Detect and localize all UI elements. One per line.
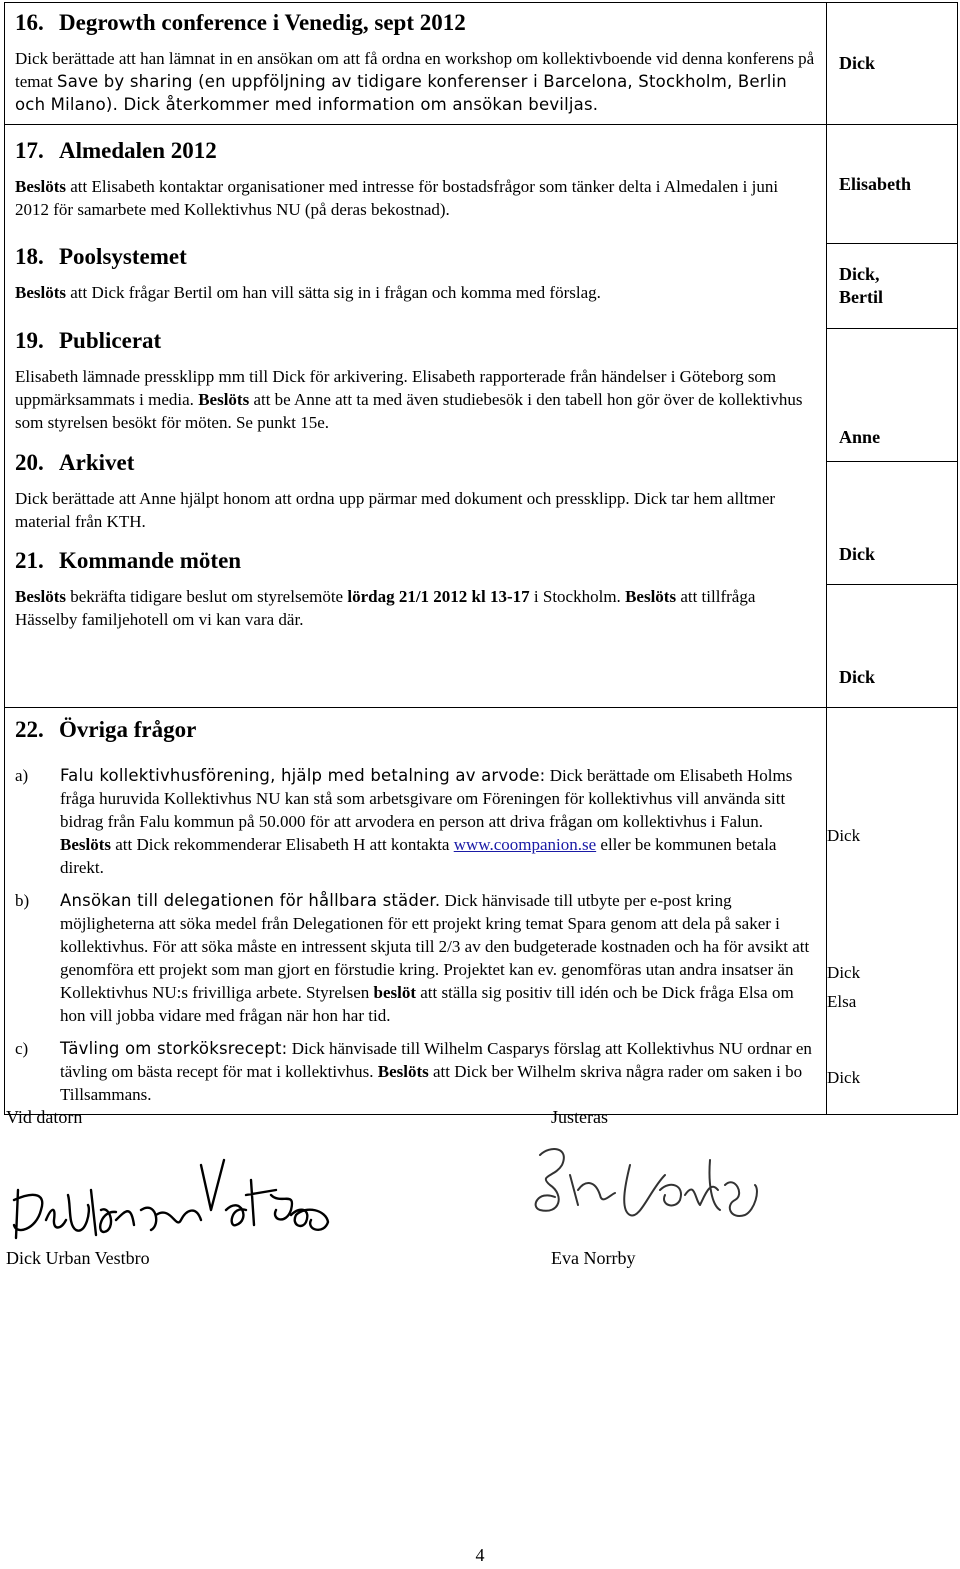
signature-left-name: Dick Urban Vestbro [6,1248,150,1268]
section-text: Dick berättade att han lämnat in en ansökan om att få ordna en workshop om kollektivboende vid denna konferens på temat Save by sharing (en uppföljning av tidigare konferenser i Barcelona, Stockholm, Berlin och Milano). Dick återkommer med information om ansökan beviljas. [15,49,815,114]
section-18 [5,239,826,323]
section-heading: 21. Kommande möten [15,548,242,573]
item-c: c) Tävling om storköksrecept: Dick hänvisade till Wilhelm Casparys förslag att Kollektivhus NU ordnar en tävling om bästa recept för mat i kollektivhus. Beslöts att Dick ber Wilhelm skriva några rader om saken i bo Tillsammans. [15,1039,812,1104]
responsible-21: Dick [839,667,876,687]
section-heading: 17. Almedalen 2012 [15,138,217,163]
section-heading: 18. Poolsystemet [15,244,187,269]
section-16 [5,3,827,125]
signature-right-name: Eva Norrby [551,1248,636,1268]
responsible-16: Dick [827,3,958,125]
section-21 [5,543,826,641]
signature-right [530,1135,770,1235]
responsible-22c: Dick [827,1068,861,1087]
section-text: Beslöts bekräfta tidigare beslut om styrelsemöte lördag 21/1 2012 kl 13-17 i Stockholm. Beslöts att tillfråga Hässelby familjehotell om vi kan vara där. [15,587,756,629]
section-22-row [5,708,958,1115]
responsible-22b: Dick Elsa [827,963,861,1011]
responsible-column-17-21 [827,125,958,708]
section-text: Elisabeth lämnade pressklipp mm till Dick för arkivering. Elisabeth rapporterade från händelser i Göteborg som uppmärksammats i media. Beslöts att be Anne att ta med även studiebesök i den tabell hon gör över de kollektivhus som styrelsen besökt för möten. Se punkt 15e. [15,367,803,432]
responsible-17: Elisabeth [827,125,957,244]
section-20 [5,445,826,543]
responsible-column-22 [827,708,958,1115]
section-text: Beslöts att Dick frågar Bertil om han vill sätta sig in i frågan och komma med förslag. [15,283,601,302]
responsible-19: Anne [827,329,957,462]
section-heading: 22. Övriga frågor [15,717,197,742]
responsible-22a: Dick [827,826,861,845]
section-17-18-19-20-21-row [5,125,958,708]
section-heading: 16. Degrowth conference i Venedig, sept 2012 [15,10,466,35]
section-text: Dick berättade att Anne hjälpt honom att ordna upp pärmar med dokument och pressklipp. Dick tar hem alltmer material från KTH. [15,489,776,531]
section-16-row [5,3,958,125]
section-17 [5,125,826,239]
signature-left [6,1150,336,1245]
section-19 [5,323,826,445]
coompanion-link[interactable]: www.coompanion.se [453,835,597,854]
responsible-18: Dick, Bertil [827,244,957,329]
page-number: 4 [475,1545,485,1565]
item-b: b) Ansökan till delegationen för hållbara städer. Dick hänvisade till utbyte per e-post kring möjligheterna att söka medel från Delegationen för ett projekt kring temat Spara genom att dela på saker i kollektivhus. För att söka måste en intressent skjuta till 2/3 av den budgeterade kostnaden och ha för avsikt att genomföra ett projekt som man gjort en förstudie kring. Projektet kan ev. genomföras utan andra insatser än Kollektivhus NU:s frivilliga arbete. Styrelsen beslöt att ställa sig positiv till idén och be Dick fråga Elsa om hon vill jobba vidare med frågan när hon har tid. [15,891,810,1025]
item-a: a) Falu kollektivhusförening, hjälp med betalning av arvode: Dick berättade om Elisabeth Holms fråga huruvida Kollektivhus NU kan stå som arbetsgivare om Föreningen för kollektivhus vill använda sitt bidrag från Falu kommun på 50.000 för att arvodera en person att driva frågan om kollektivhus i Falun. Beslöts att Dick rekommenderar Elisabeth H att kontakta www.coompanion.se eller be kommunen betala direkt. [15,766,793,877]
responsible-20: Dick [827,462,957,585]
section-text: Beslöts att Elisabeth kontaktar organisationer med intresse för bostadsfrågor som tänker delta i Almedalen i juni 2012 för samarbete med Kollektivhus NU (på deras bekostnad). [15,177,779,219]
section-heading: 20. Arkivet [15,450,135,475]
signature-left-label: Vid datorn [6,1107,83,1127]
section-22 [5,708,827,1115]
minutes-table [4,2,958,1115]
sections-17-21 [5,125,827,708]
signature-right-label: Justeras [551,1107,608,1127]
section-heading: 19. Publicerat [15,328,162,353]
